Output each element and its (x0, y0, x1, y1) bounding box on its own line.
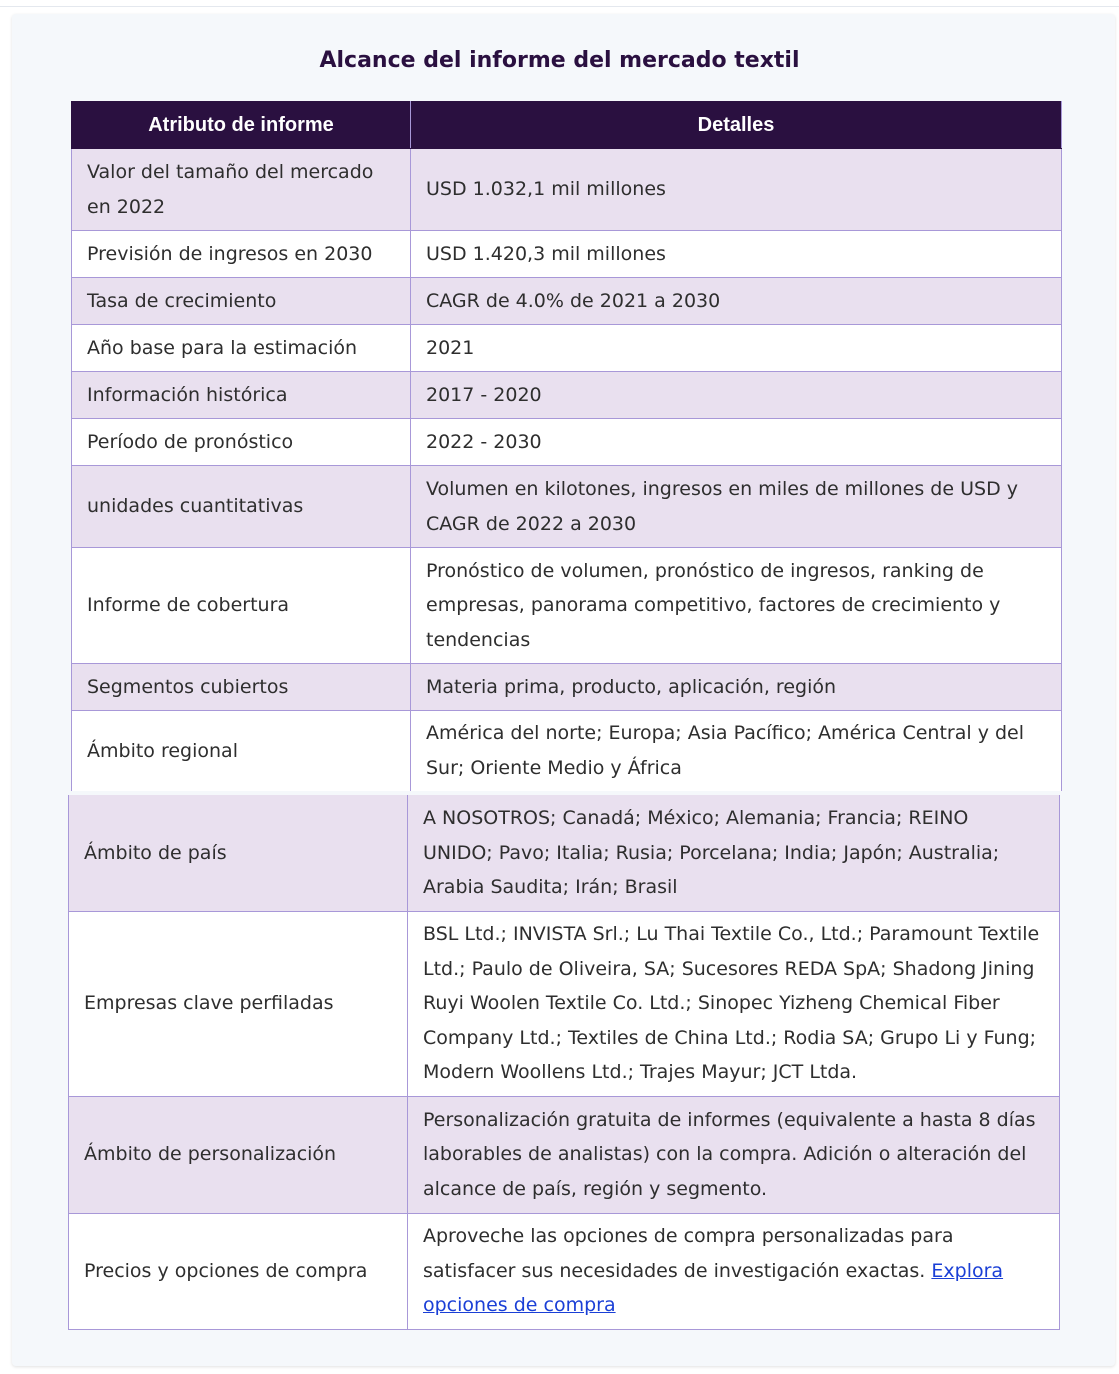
table-row (72, 466, 1062, 548)
table-row (69, 1213, 1060, 1329)
attribute-cell: Empresas clave perfiladas (69, 911, 408, 1096)
table-row (72, 372, 1062, 419)
details-cell: 2021 (411, 325, 1062, 372)
attribute-cell: Año base para la estimación (72, 325, 411, 372)
report-scope-table (71, 101, 1062, 791)
pricing-details-text: Aproveche las opciones de compra personalizadas para satisfacer sus necesidades de investigación exactas. (423, 1225, 954, 1282)
table-row (72, 278, 1062, 325)
details-cell: BSL Ltd.; INVISTA Srl.; Lu Thai Textile Co., Ltd.; Paramount Textile Ltd.; Paulo de Oliveira, SA; Sucesores REDA SpA; Shadong Jining Ruyi Woolen Textile Co. Ltd.; Sinopec Yizheng Chemical Fiber Company Ltd.; Textiles de China Ltd.; Rodia SA; Grupo Li y Fung; Modern Woollens Ltd.; Trajes Mayur; JCT Ltda. (408, 911, 1060, 1096)
attribute-cell: unidades cuantitativas (72, 466, 411, 548)
details-cell: 2022 - 2030 (411, 419, 1062, 466)
attribute-cell: Previsión de ingresos en 2030 (72, 231, 411, 278)
table-row (69, 1096, 1060, 1213)
details-cell: Personalización gratuita de informes (equivalente a hasta 8 días laborables de analistas) con la compra. Adición o alteración del alcance de país, región y segmento. (408, 1096, 1060, 1213)
explore-purchase-options-link[interactable]: Explora opciones de compra (423, 1259, 1004, 1317)
table-row (72, 664, 1062, 711)
table-header-row (72, 102, 1062, 149)
table-row (72, 231, 1062, 278)
details-cell: Materia prima, producto, aplicación, región (411, 664, 1062, 711)
attribute-cell: Segmentos cubiertos (72, 664, 411, 711)
details-cell: 2017 - 2020 (411, 372, 1062, 419)
top-divider (0, 6, 1119, 7)
attribute-cell: Ámbito de personalización (69, 1096, 408, 1213)
details-cell: CAGR de 4.0% de 2021 a 2030 (411, 278, 1062, 325)
details-cell: Pronóstico de volumen, pronóstico de ingresos, ranking de empresas, panorama competitivo, factores de crecimiento y tendencias (411, 548, 1062, 664)
details-cell: Volumen en kilotones, ingresos en miles de millones de USD y CAGR de 2022 a 2030 (411, 466, 1062, 548)
table-row (72, 419, 1062, 466)
attribute-cell: Ámbito regional (72, 711, 411, 791)
attribute-cell: Información histórica (72, 372, 411, 419)
table-row (72, 548, 1062, 664)
table-row (69, 911, 1060, 1096)
table-row (69, 795, 1060, 911)
attribute-cell: Informe de cobertura (72, 548, 411, 664)
table-row (72, 325, 1062, 372)
details-cell: A NOSOTROS; Canadá; México; Alemania; Francia; REINO UNIDO; Pavo; Italia; Rusia; Porcelana; India; Japón; Australia; Arabia Saudita; Irán; Brasil (408, 795, 1060, 911)
attribute-cell: Precios y opciones de compra (69, 1213, 408, 1329)
details-cell: USD 1.032,1 mil millones (411, 149, 1062, 231)
details-cell (408, 1213, 1060, 1329)
details-cell: América del norte; Europa; Asia Pacífico; América Central y del Sur; Oriente Medio y África (411, 711, 1062, 791)
attribute-cell: Ámbito de país (69, 795, 408, 911)
column-header-attribute: Atributo de informe (72, 102, 411, 149)
table-row (72, 711, 1062, 791)
attribute-cell: Tasa de crecimiento (72, 278, 411, 325)
attribute-cell: Período de pronóstico (72, 419, 411, 466)
column-header-details: Detalles (411, 102, 1062, 149)
details-cell: USD 1.420,3 mil millones (411, 231, 1062, 278)
table-row (72, 149, 1062, 231)
page-title: Alcance del informe del mercado textil (319, 48, 800, 73)
attribute-cell: Valor del tamaño del mercado en 2022 (72, 149, 411, 231)
report-scope-table-continued (68, 795, 1060, 1330)
